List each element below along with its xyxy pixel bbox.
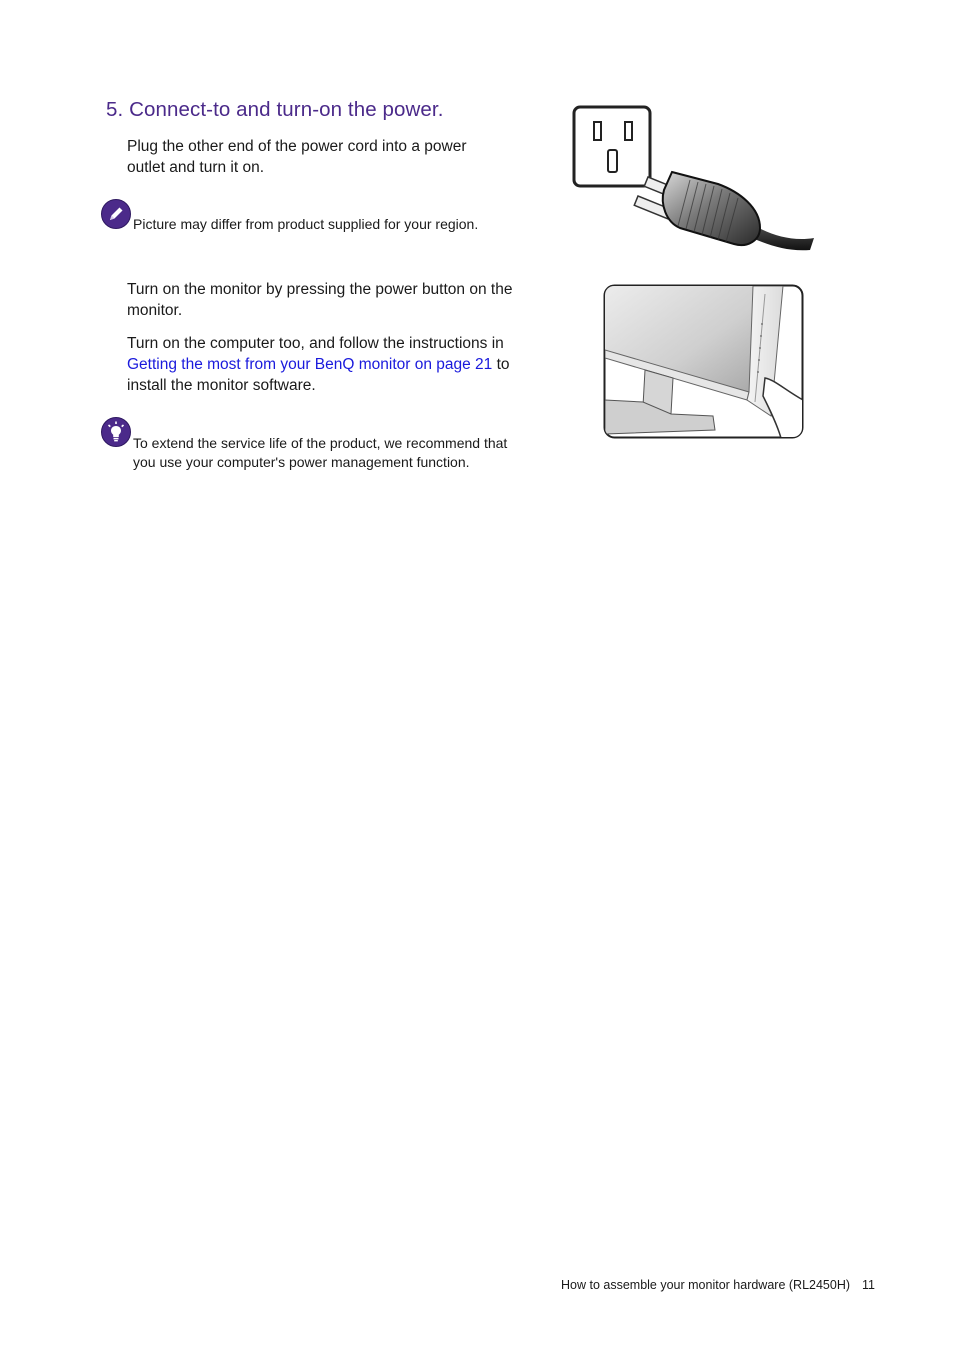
instruction-text-before: Turn on the computer too, and follow the instructions in (127, 335, 504, 352)
turn-on-monitor-paragraph: Turn on the monitor by pressing the power button on the monitor. (127, 281, 513, 319)
note-text: Picture may differ from product supplied for your region. (133, 216, 479, 232)
pencil-icon (101, 199, 131, 229)
page-number: 11 (862, 1278, 875, 1292)
plug-paragraph: Plug the other end of the power cord into a power outlet and turn it on. (127, 138, 467, 176)
monitor-power-button-illustration (603, 284, 805, 440)
footer-chapter-title: How to assemble your monitor hardware (RL2450H) (561, 1278, 851, 1292)
power-plug-illustration (568, 100, 820, 255)
tip-text: To extend the service life of the product, we recommend that you use your computer's power management function. (133, 435, 508, 470)
turn-on-computer-paragraph (127, 333, 522, 396)
lightbulb-icon (101, 417, 131, 447)
benq-monitor-guide-link[interactable]: Getting the most from your BenQ monitor on page 21 (127, 356, 493, 373)
section-heading: 5. Connect-to and turn-on the power. (106, 98, 444, 121)
instruction-text-after: to install the monitor software. (127, 356, 510, 394)
